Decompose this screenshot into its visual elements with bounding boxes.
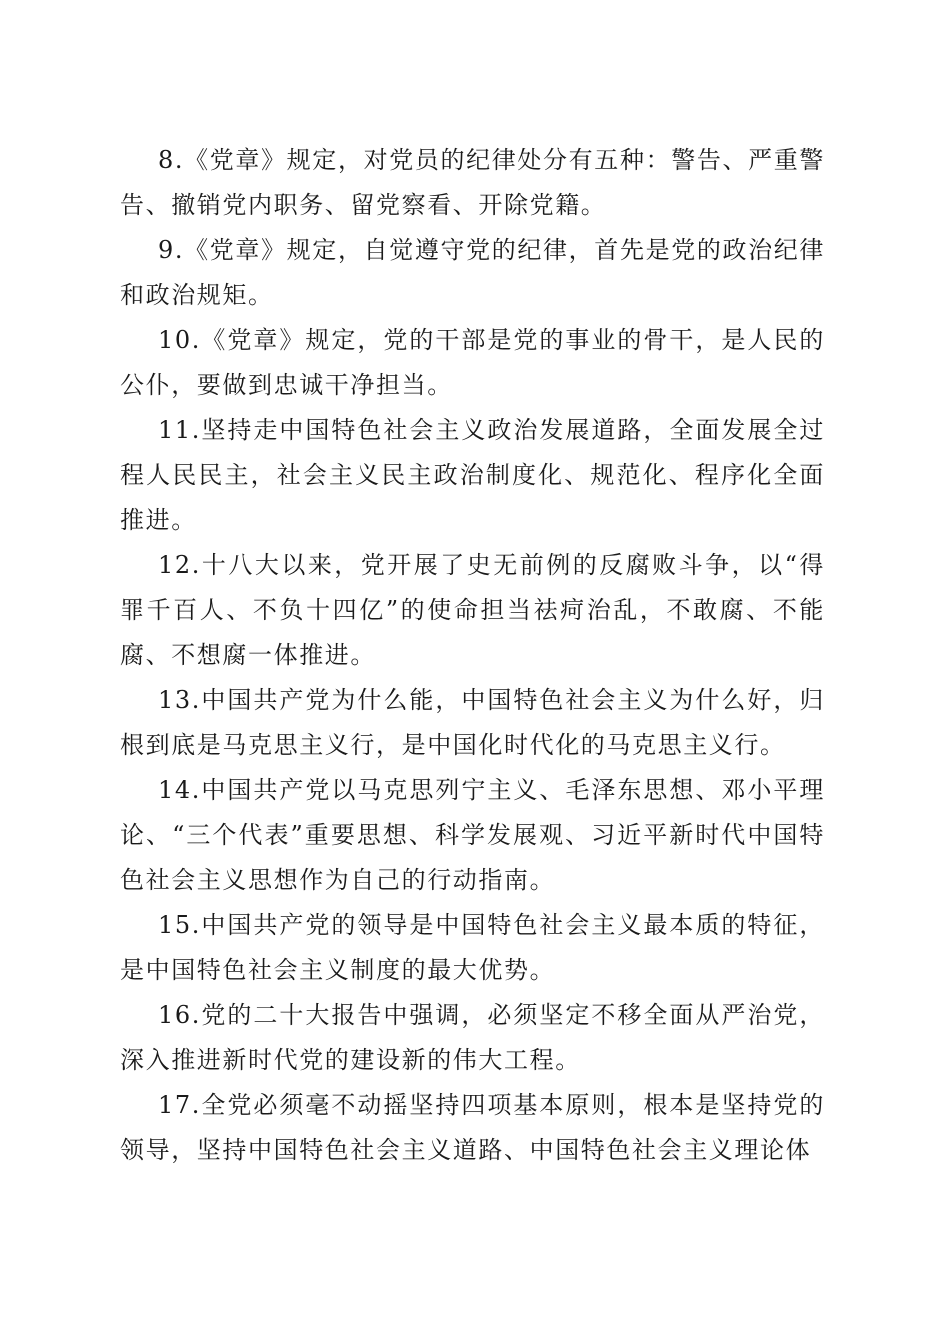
- paragraph-item-17: 17.全党必须毫不动摇坚持四项基本原则，根本是坚持党的领导，坚持中国特色社会主义道路、中国特色社会主义理论体: [120, 1091, 825, 1164]
- paragraph-item-16: 16.党的二十大报告中强调，必须坚定不移全面从严治党，深入推进新时代党的建设新的伟大工程。: [120, 1001, 825, 1074]
- paragraph-item-12: 12.十八大以来，党开展了史无前例的反腐败斗争，以“得罪千百人、不负十四亿”的使命担当祛疴治乱，不敢腐、不能腐、不想腐一体推进。: [120, 551, 825, 669]
- paragraph-item-15: 15.中国共产党的领导是中国特色社会主义最本质的特征，是中国特色社会主义制度的最大优势。: [120, 911, 825, 984]
- paragraph-item-9: 9.《党章》规定，自觉遵守党的纪律，首先是党的政治纪律和政治规矩。: [120, 236, 825, 309]
- paragraph-item-10: 10.《党章》规定，党的干部是党的事业的骨干，是人民的公仆，要做到忠诚干净担当。: [120, 326, 825, 399]
- paragraph-item-14: 14.中国共产党以马克思列宁主义、毛泽东思想、邓小平理论、“三个代表”重要思想、科学发展观、习近平新时代中国特色社会主义思想作为自己的行动指南。: [120, 776, 825, 894]
- paragraph-item-11: 11.坚持走中国特色社会主义政治发展道路，全面发展全过程人民民主，社会主义民主政治制度化、规范化、程序化全面推进。: [120, 416, 825, 534]
- paragraph-item-13: 13.中国共产党为什么能，中国特色社会主义为什么好，归根到底是马克思主义行，是中国化时代化的马克思主义行。: [120, 686, 825, 759]
- document-body: [120, 138, 825, 1173]
- paragraph-item-8: 8.《党章》规定，对党员的纪律处分有五种：警告、严重警告、撤销党内职务、留党察看、开除党籍。: [120, 146, 825, 219]
